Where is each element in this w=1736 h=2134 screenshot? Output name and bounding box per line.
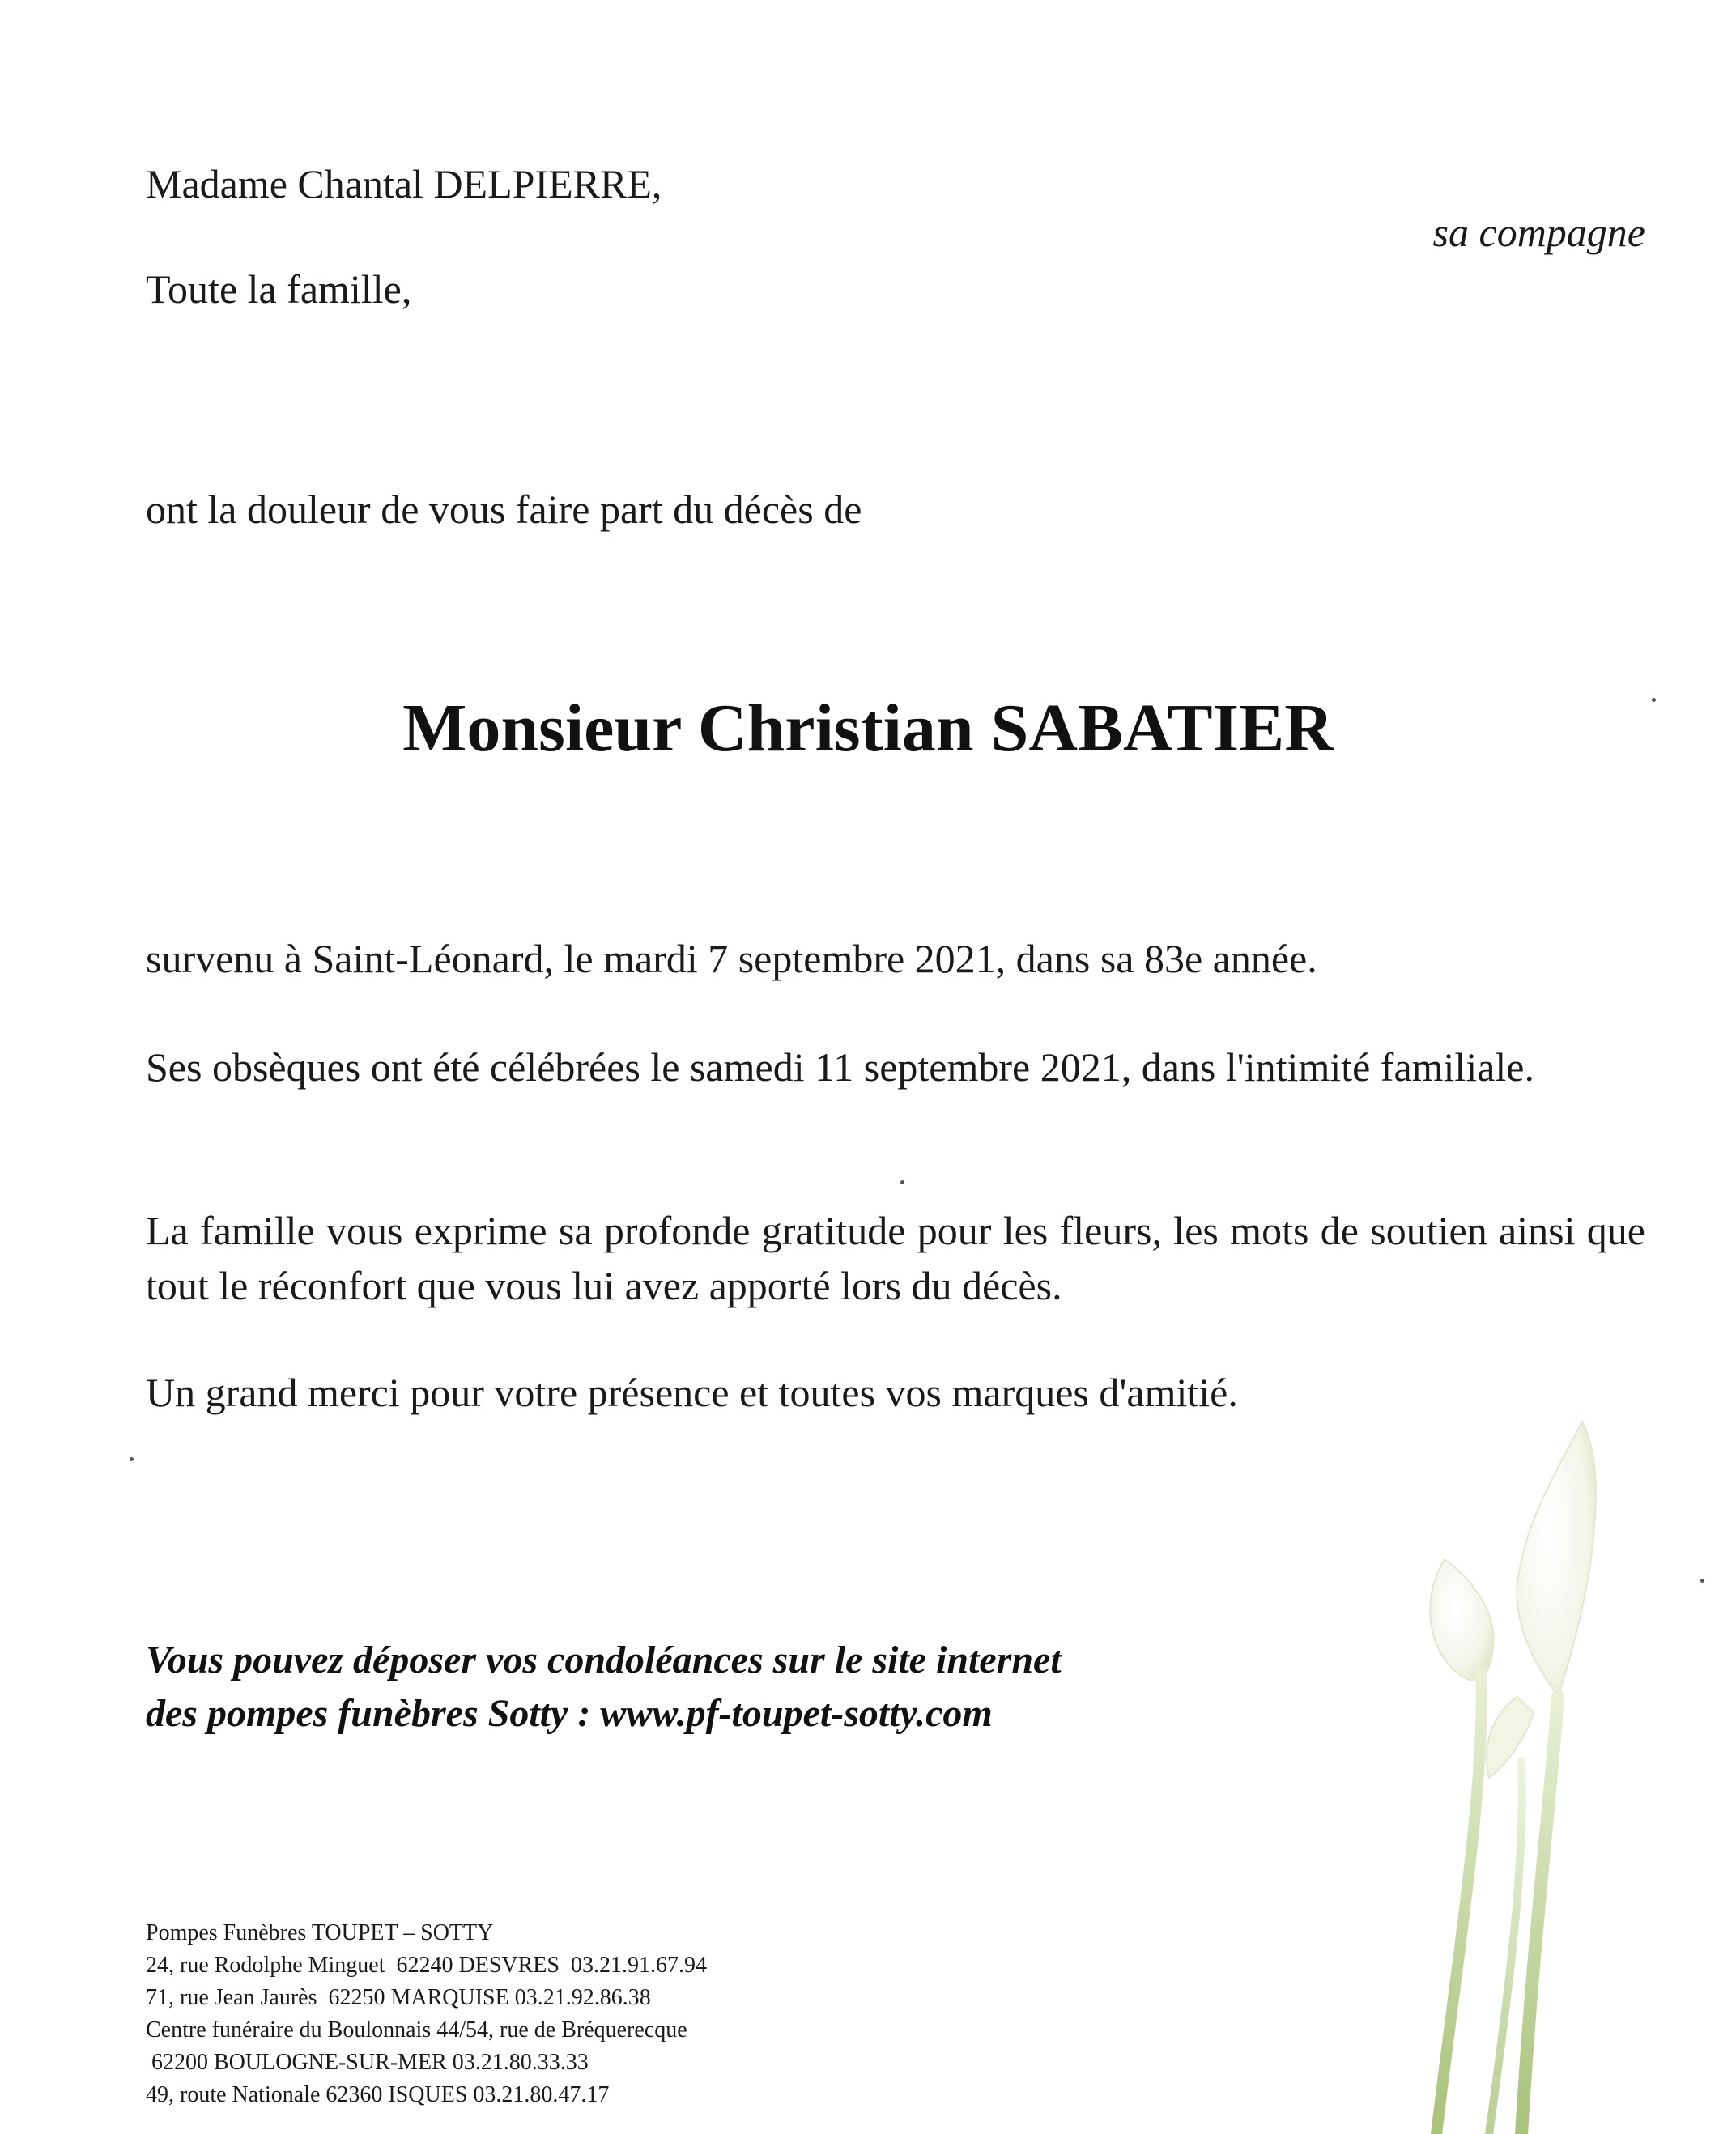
header-line-family: Toute la famille, — [146, 266, 412, 312]
footer-address: 24, rue Rodolphe Minguet 62240 DESVRES 03.21.91.67.94 — [146, 1953, 707, 1978]
speck-mark — [1700, 1579, 1704, 1583]
condolences-block — [146, 1634, 1062, 1741]
footer-address: Centre funéraire du Boulonnais 44/54, rue de Bréquerecque — [146, 2017, 687, 2043]
paragraph-funeral: Ses obsèques ont été célébrées le samedi 11 septembre 2021, dans l'intimité familiale. — [146, 1044, 1534, 1090]
announcement-text: ont la douleur de vous faire part du décès de — [146, 487, 862, 532]
speck-mark — [900, 1180, 904, 1184]
deceased-name: Monsieur Christian SABATIER — [402, 691, 1334, 766]
condolences-line-2[interactable]: des pompes funèbres Sotty : www.pf-toupet-sotty.com — [146, 1692, 993, 1735]
speck-mark — [1652, 698, 1656, 702]
header-line-companion: Madame Chantal DELPIERRE, — [146, 161, 662, 206]
paragraph-thanks: Un grand merci pour votre présence et toutes vos marques d'amitié. — [146, 1370, 1238, 1415]
footer-company: Pompes Funèbres TOUPET – SOTTY — [146, 1920, 494, 1945]
calla-lily-icon — [1315, 1405, 1736, 2134]
funeral-home-footer — [146, 1917, 707, 2111]
speck-mark — [130, 1457, 134, 1461]
paragraph-gratitude: La famille vous exprime sa profonde gratitude pour les fleurs, les mots de soutien ainsi que tout le réconfort que vous lui avez apporté lors du décès. — [146, 1208, 1645, 1308]
relation-label: sa compagne — [1432, 210, 1645, 255]
footer-address: 71, rue Jean Jaurès 62250 MARQUISE 03.21.92.86.38 — [146, 1985, 651, 2010]
paragraph-death-details: survenu à Saint-Léonard, le mardi 7 septembre 2021, dans sa 83e année. — [146, 936, 1317, 981]
footer-address: 49, route Nationale 62360 ISQUES 03.21.80.47.17 — [146, 2082, 610, 2107]
condolences-line-1: Vous pouvez déposer vos condoléances sur le site internet — [146, 1639, 1062, 1681]
footer-address: 62200 BOULOGNE-SUR-MER 03.21.80.33.33 — [146, 2050, 589, 2075]
